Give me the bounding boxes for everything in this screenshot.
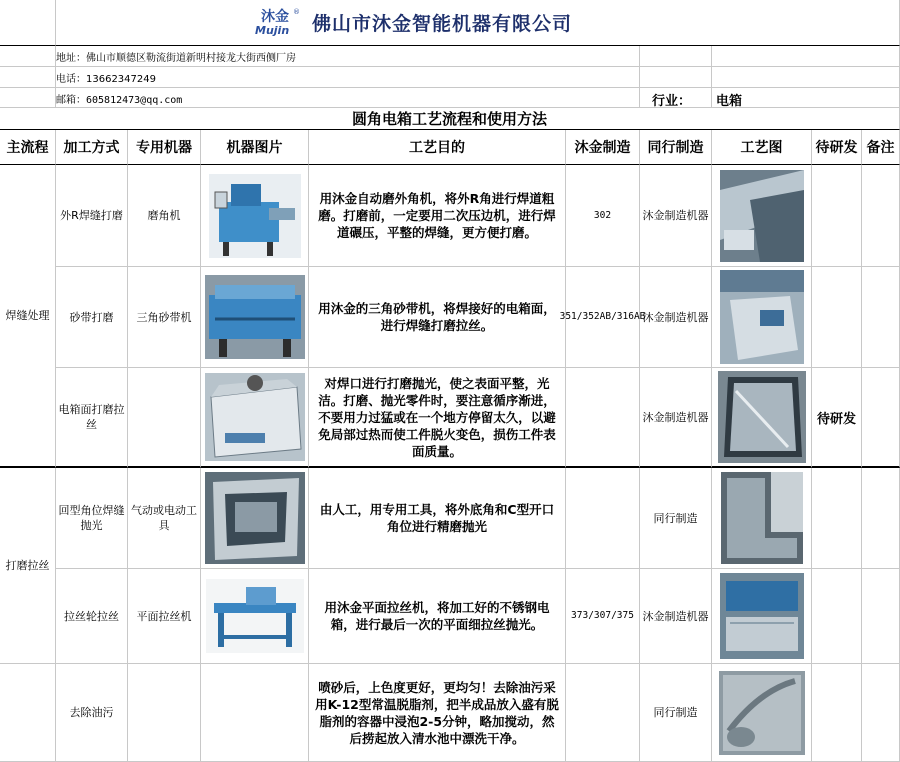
- row-machine: [128, 664, 201, 762]
- row-purpose: 喷砂后，上色度更好，更均匀！去除油污采用K-12型常温脱脂剂，把半成品放入盛有脱脂剂的容器中浸泡2-5分钟，略加搅动，然后捞起放入清水池中漂洗干净。: [309, 664, 566, 762]
- row-process-image-cell: [712, 267, 812, 368]
- row-method: 砂带打磨: [56, 267, 128, 368]
- row-dev: [812, 664, 862, 762]
- row-mujin-model: [566, 664, 640, 762]
- row-note: [862, 267, 900, 368]
- row-machine: 磨角机: [128, 165, 201, 267]
- row-note: [862, 569, 900, 664]
- group-empty: [0, 664, 56, 762]
- blank-cell: [0, 88, 56, 108]
- row-process-image-cell: [712, 468, 812, 569]
- process-photo: [720, 573, 804, 659]
- row-purpose: 用沐金自动磨外角机，将外R角进行焊道粗磨。打磨前，一定要用二次压边机，进行焊道碾压，平整的焊缝，更方便打磨。: [309, 165, 566, 267]
- row-machine-image-cell: [201, 368, 309, 468]
- col-method: 加工方式: [56, 130, 128, 165]
- blank-cell: [0, 67, 56, 88]
- row-peer: 同行制造: [640, 664, 712, 762]
- row-mujin-model: 351/352AB/316AB: [566, 267, 640, 368]
- row-mujin-model: [566, 368, 640, 468]
- process-photo: [720, 170, 804, 262]
- process-photo: [718, 371, 806, 463]
- col-main-process: 主流程: [0, 130, 56, 165]
- belt-sander-machine-image: [205, 275, 305, 359]
- blank-cell: [712, 46, 900, 67]
- row-dev: [812, 468, 862, 569]
- row-machine: 三角砂带机: [128, 267, 201, 368]
- col-machine: 专用机器: [128, 130, 201, 165]
- row-machine: 平面拉丝机: [128, 569, 201, 664]
- row-process-image-cell: [712, 664, 812, 762]
- row-peer: 沐金制造机器: [640, 368, 712, 468]
- row-mujin-model: [566, 468, 640, 569]
- blank-cell: [0, 0, 56, 46]
- row-purpose: 用沐金平面拉丝机，将加工好的不锈钢电箱，进行最后一次的平面细拉丝抛光。: [309, 569, 566, 664]
- row-method: 回型角位焊缝抛光: [56, 468, 128, 569]
- company-name: 佛山市沐金智能机器有限公司: [312, 13, 573, 35]
- row-peer: 沐金制造机器: [640, 165, 712, 267]
- row-method: 拉丝轮拉丝: [56, 569, 128, 664]
- row-mujin-model: 302: [566, 165, 640, 267]
- col-peer-made: 同行制造: [640, 130, 712, 165]
- row-method: 外R焊缝打磨: [56, 165, 128, 267]
- group-grinding-brushing: 打磨拉丝: [0, 468, 56, 664]
- corner-grinder-machine-image: [209, 174, 301, 258]
- row-dev: [812, 569, 862, 664]
- row-dev: [812, 267, 862, 368]
- row-method: 去除油污: [56, 664, 128, 762]
- industry-value: 电箱: [716, 94, 743, 109]
- svg-text:沐金: 沐金: [261, 9, 289, 25]
- polished-corner-image: [205, 472, 305, 564]
- row-machine-image-cell: [201, 664, 309, 762]
- phone-text: 电话：13662347249: [56, 74, 156, 85]
- row-purpose: 对焊口进行打磨抛光，使之表面平整，光洁。打磨、抛光零件时，要注意循序渐进，不要用力过猛或在一个地方停留太久，以避免局部过热而使工件脱火变色，损伤工件表面质量。: [309, 368, 566, 468]
- logo-wordmark: Mujin: [255, 24, 290, 37]
- row-purpose: 由人工，用专用工具，将外底角和C型开口角位进行精磨抛光: [309, 468, 566, 569]
- row-machine: 气动或电动工具: [128, 468, 201, 569]
- blank-cell: [640, 67, 712, 88]
- row-machine-image-cell: [201, 165, 309, 267]
- row-method: 电箱面打磨拉丝: [56, 368, 128, 468]
- row-note: [862, 664, 900, 762]
- process-photo: [720, 270, 804, 364]
- blank-cell: [640, 46, 712, 67]
- document-title: 圆角电箱工艺流程和使用方法: [0, 108, 900, 130]
- row-machine-image-cell: [201, 569, 309, 664]
- blank-cell: [712, 67, 900, 88]
- electric-box-image: [205, 373, 305, 461]
- blank-cell: [0, 46, 56, 67]
- row-machine-image-cell: [201, 468, 309, 569]
- col-notes: 备注: [862, 130, 900, 165]
- row-peer: 沐金制造机器: [640, 569, 712, 664]
- col-process-image: 工艺图: [712, 130, 812, 165]
- flat-brushing-machine-image: [206, 579, 304, 653]
- address-text: 地址：佛山市顺德区勒流街道新明村接龙大街西侧厂房: [56, 53, 296, 64]
- row-process-image-cell: [712, 569, 812, 664]
- process-photo: [719, 671, 805, 755]
- row-mujin-model: 373/307/375: [566, 569, 640, 664]
- row-dev: [812, 165, 862, 267]
- row-dev: 待研发: [812, 368, 862, 468]
- row-machine: [128, 368, 201, 468]
- row-peer: 同行制造: [640, 468, 712, 569]
- row-note: [862, 165, 900, 267]
- group-weld-treatment: 焊缝处理: [0, 165, 56, 468]
- email-text: 邮箱：605812473@qq.com: [56, 94, 183, 106]
- col-machine-image: 机器图片: [201, 130, 309, 165]
- row-process-image-cell: [712, 165, 812, 267]
- row-peer: 沐金制造机器: [640, 267, 712, 368]
- row-note: [862, 368, 900, 468]
- col-to-develop: 待研发: [812, 130, 862, 165]
- row-note: [862, 468, 900, 569]
- row-machine-image-cell: [201, 267, 309, 368]
- row-process-image-cell: [712, 368, 812, 468]
- company-logo: [253, 5, 309, 37]
- col-mujin-made: 沐金制造: [566, 130, 640, 165]
- industry-label: 行业：: [652, 94, 692, 109]
- svg-text:®: ®: [293, 8, 300, 16]
- row-purpose: 用沐金的三角砂带机，将焊接好的电箱面，进行焊缝打磨拉丝。: [309, 267, 566, 368]
- process-photo: [721, 472, 803, 564]
- col-purpose: 工艺目的: [309, 130, 566, 165]
